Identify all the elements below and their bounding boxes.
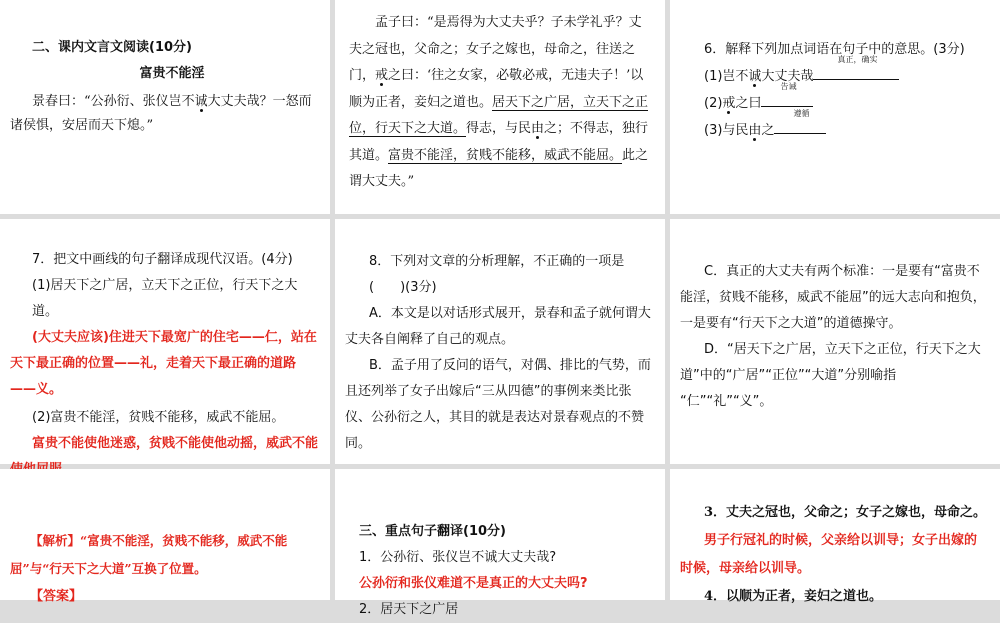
q6-item-1: (1)岂不诚大丈夫哉 真正，确实 xyxy=(704,63,990,90)
question-8: 8．下列对文章的分析理解，不正确的一项是( )(3分) xyxy=(369,254,625,295)
answer-label: 【答案】 xyxy=(30,589,83,604)
q7-answer-2: 富贵不能使他迷惑，贫贱不能使他动摇，威武不能 xyxy=(32,436,319,451)
dotted-char: 诚 xyxy=(194,94,208,109)
panel-question-8-continued xyxy=(670,219,1000,464)
panel-question-8 xyxy=(335,219,665,464)
q6-answer-3: 遵循 xyxy=(793,109,810,118)
q7-sentence-1: (1)居天下之广居，立天下之正位，行天下之大道。 xyxy=(32,278,298,319)
option-c: C．真正的大丈夫有两个标准：一是要有“富贵不能淫，贫贱不能移，威武不能屈”的远大志向和抱负，一是要有“行天下之大道”的道德操守。 xyxy=(680,264,986,331)
panel-question-6 xyxy=(670,0,1000,214)
analysis-text: 【解析】“富贵不能淫，贫贱不能移，威武不能屈”与“行天下之大道”互换了位置。 xyxy=(10,533,288,576)
translation-a1: 公孙衍和张仪难道不是真正的大丈夫吗? xyxy=(359,576,588,591)
passage-text: 景春曰：“公孙衍、张仪岂不诚大丈夫哉？一怒而诸侯惧，安居而天下熄。” xyxy=(10,94,312,133)
q7-sentence-2: (2)富贵不能淫，贫贱不能移，威武不能屈。 xyxy=(32,410,285,425)
panel-key-sentences-translation xyxy=(335,469,665,617)
underlined-sentence-2: 富贵不能淫，贫贱不能移，威武不能屈。 xyxy=(388,147,623,163)
q7-answer-1: (大丈夫应该)住进天下最宽广的住宅——仁，站在天下最正确的位置——礼，走着天下最正确的道路——义。 xyxy=(10,330,317,397)
panel-reading-passage-main xyxy=(335,0,665,214)
dotted-char: 戒 xyxy=(375,68,389,83)
q6-answer-1: 真正，确实 xyxy=(837,55,878,64)
question-7: 7．把文中画线的句子翻译成现代汉语。(4分) xyxy=(32,252,293,267)
translation-q2: 2．居天下之广居 xyxy=(359,602,459,617)
option-d-tail: “仁”“礼”“义”。 xyxy=(680,394,773,409)
underlined-sentence-1: 居天下之广居，立天下之正位，行天下之大道。 xyxy=(349,94,649,136)
passage-title: 富贵不能淫 xyxy=(139,66,205,81)
translation-q3: 3．丈夫之冠也，父命之；女子之嫁也，母命之。 xyxy=(704,505,987,520)
option-d: D．“居天下之广居，立天下之正位，行天下之大道”中的“广居”“正位”“大道”分别喻指 xyxy=(680,342,981,383)
translation-q4: 4．以顺为正者，妾妇之道也。 xyxy=(704,589,883,604)
q6-item-3: (3)与民由之 遵循 xyxy=(704,117,990,144)
dotted-char: 由 xyxy=(531,121,545,136)
section-heading-3: 三、重点句子翻译(10分) xyxy=(359,524,506,539)
q6-answer-2: 告诫 xyxy=(780,82,797,91)
section-heading: 二、课内文言文阅读(10分) xyxy=(32,40,192,55)
question-6: 6．解释下列加点词语在句子中的意思。(3分) xyxy=(704,42,965,57)
passage-text: 孟子曰：“是焉得为大丈夫乎？子未学礼乎？丈夫之冠也，父命之；女子之嫁也，母命之，往送之门，戒之曰：‘往之女家，必敬必戒，无违夫子！’以顺为正者，妾妇之道也。居天下之广居，立天下之正位，行天下之大道。得志，与民由之；不得志，独行其道。富贵不能淫，贫贱不能移，威武不能屈。此之谓大丈夫。” xyxy=(349,15,649,189)
translation-q1: 1．公孙衍、张仪岂不诚大丈夫哉? xyxy=(359,550,557,565)
option-b: B．孟子用了反问的语气，对偶、排比的气势，而且还列举了女子出嫁后“三从四德”的事例来类比张仪、公孙衍之人，其目的就是表达对景春观点的不赞同。 xyxy=(345,358,651,451)
option-a: A．本文是以对话形式展开，景春和孟子就何谓大丈夫各自阐释了自己的观点。 xyxy=(345,306,651,347)
panel-reading-passage-intro xyxy=(0,0,330,214)
translation-a3: 男子行冠礼的时候，父亲给以训导；女子出嫁的时候，母亲给以训导。 xyxy=(680,533,978,576)
q6-item-2: (2)戒之曰 告诫 xyxy=(704,90,990,117)
panel-key-sentences-translation-continued xyxy=(670,469,1000,604)
panel-question-7 xyxy=(0,219,330,464)
panel-analysis xyxy=(0,469,330,604)
